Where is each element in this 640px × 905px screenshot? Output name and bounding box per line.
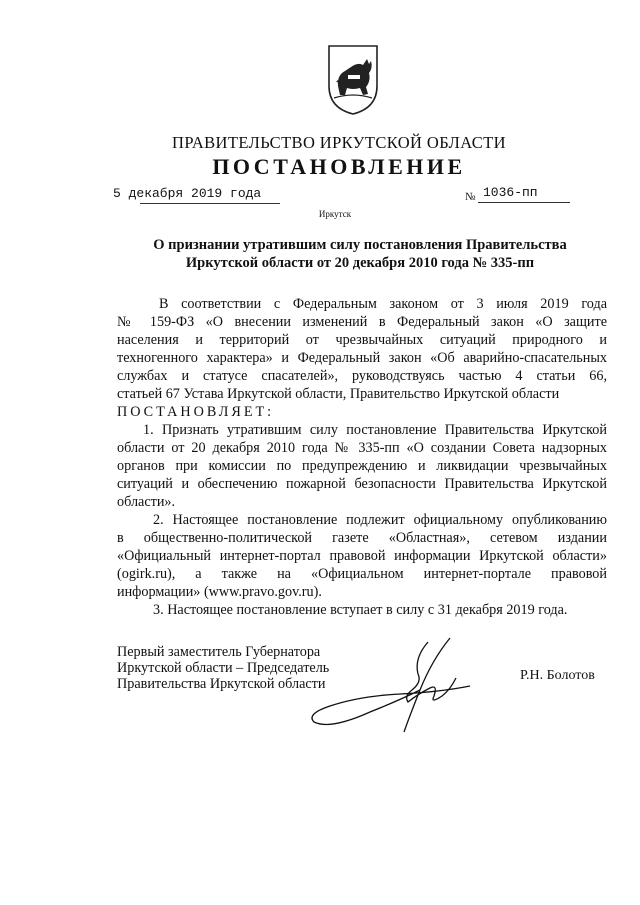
item1-line: 1. Признать утратившим силу постановление Правительства Иркутской: [143, 422, 607, 438]
resolves-heading: ПОСТАНОВЛЯЕТ:: [117, 404, 275, 420]
item2-line: информации» (www.pravo.gov.ru).: [117, 584, 322, 600]
preamble-line: населения и территорий от чрезвычайных ситуаций природного и: [117, 332, 607, 348]
date-underline: [140, 203, 280, 204]
preamble-line: статьей 67 Устава Иркутской области, Правительство Иркутской области: [117, 386, 560, 402]
item3-line: 3. Настоящее постановление вступает в силу с 31 декабря 2019 года.: [153, 602, 568, 618]
preamble-line: № 159-ФЗ «О внесении изменений в Федеральный закон «О защите: [117, 314, 607, 330]
title-line: О признании утратившим силу постановления Правительства: [153, 237, 567, 253]
item1-line: ситуаций и обеспечению пожарной безопасности Правительства Иркутской: [117, 476, 607, 492]
item2-line: «Официальный интернет-портал правовой информации Иркутской области»: [117, 548, 607, 564]
item2-line: 2. Настоящее постановление подлежит официальному опубликованию: [153, 512, 607, 528]
document-body: [117, 295, 607, 619]
item1-line: области от 20 декабря 2010 года № 335-пп «О создании Совета надзорных: [117, 440, 607, 456]
preamble-line: службах и статусе спасателей», руководствуясь частью 4 статьи 66,: [117, 368, 607, 384]
item1-line: органов при комиссии по предупреждению и ликвидации чрезвычайных: [117, 458, 607, 474]
preamble-line: техногенного характера» и Федеральный закон «Об аварийно-спасательных: [117, 350, 607, 366]
signatory-position: [117, 644, 329, 692]
item2-line: в общественно-политической газете «Областная», сетевом издании: [117, 530, 607, 546]
number-underline: [478, 202, 570, 203]
coat-of-arms-icon: [325, 42, 381, 116]
organization-name: ПРАВИТЕЛЬСТВО ИРКУТСКОЙ ОБЛАСТИ: [172, 133, 506, 152]
document-number: 1036-пп: [483, 185, 538, 200]
document-title: [120, 236, 600, 272]
position-line: Иркутской области – Председатель: [117, 660, 330, 676]
preamble-line: В соответствии с Федеральным законом от 3 июля 2019 года: [159, 296, 607, 312]
document-type: ПОСТАНОВЛЕНИЕ: [212, 154, 466, 179]
handwritten-signature: [300, 630, 500, 740]
item2-line: (ogirk.ru), а также на «Официальном интернет-портале правовой: [117, 566, 607, 582]
title-line: Иркутской области от 20 декабря 2010 года № 335-пп: [185, 255, 535, 271]
document-date: 5 декабря 2019 года: [113, 186, 262, 201]
position-line: Первый заместитель Губернатора: [117, 644, 321, 660]
signatory-name: Р.Н. Болотов: [520, 668, 595, 683]
position-line: Правительства Иркутской области: [117, 676, 326, 692]
item1-line: области».: [117, 494, 176, 510]
city: Иркутск: [318, 209, 352, 219]
number-sign: №: [465, 191, 476, 203]
